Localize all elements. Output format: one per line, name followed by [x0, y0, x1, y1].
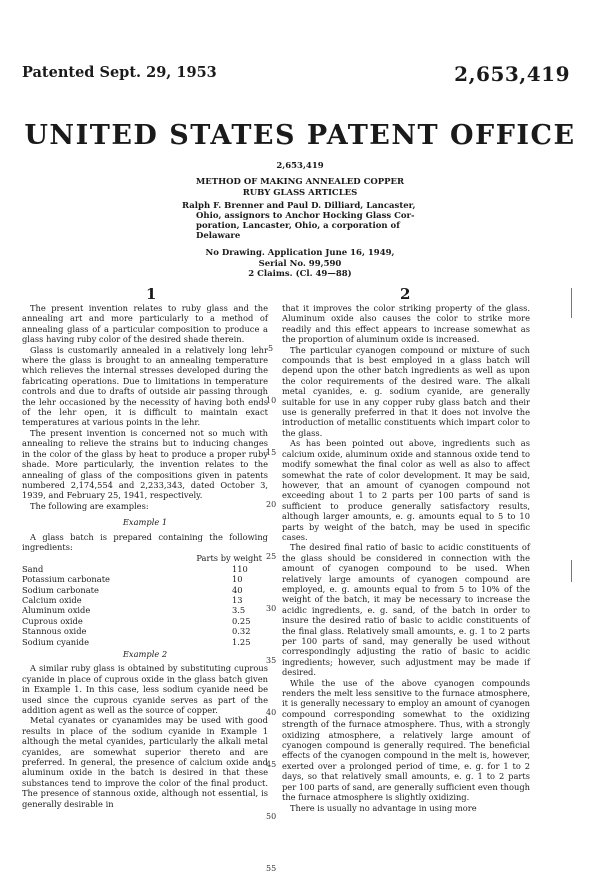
- ingredient-name: Potassium carbonate: [22, 574, 110, 585]
- ingredient-value: 1.25: [232, 636, 251, 647]
- table-row: [22, 564, 268, 574]
- patent-title-line1: METHOD OF MAKING ANNEALED COPPER: [195, 177, 405, 187]
- ingredient-name: Aluminum oxide: [22, 605, 91, 616]
- table-header: Parts by weight: [196, 553, 262, 564]
- table-row: [22, 626, 268, 636]
- column-2: [282, 303, 530, 813]
- ingredient-value: 10: [232, 574, 243, 585]
- ingredients-table: [22, 553, 268, 647]
- ingredient-name: Sodium cyanide: [22, 636, 89, 647]
- line-number: 15: [266, 448, 277, 457]
- line-number: 35: [266, 656, 277, 665]
- ingredient-name: Sand: [22, 563, 44, 574]
- paragraph: Metal cyanates or cyanamides may be used with good results in place of the sodium cyanide in Example 1 although the metal cyanides, particularly the alkali metal cyanides, are somewhat superior thereto and are preferred. In general, the presence of calcium oxide and aluminum oxide in the batch is desired in that these substances tend to improve the color of the final product. The presence of stannous oxide, although not essential, is generally desirable in: [22, 715, 268, 809]
- paragraph: The particular cyanogen compound or mixture of such compounds that is best employed in a glass batch will depend upon the other batch ingredients as well as upon the color requirements of the desired ware. The alkali metal cyanides, e. g. sodium cyanide, are generally suitable for use in any copper ruby glass batch and their use is generally preferred in that it does not involve the introduction of metallic constituents which impart color to the glass.: [282, 344, 530, 438]
- table-row: [22, 616, 268, 626]
- office-heading: UNITED STATES PATENT OFFICE: [24, 120, 576, 151]
- ingredient-name: Calcium oxide: [22, 594, 82, 605]
- column-1: [22, 303, 268, 809]
- paragraph: There is usually no advantage in using more: [290, 802, 477, 813]
- ingredient-value: 3.5: [232, 605, 246, 616]
- paragraph: The present invention relates to ruby glass and the annealing art and more particularly to a method of annealing glass of a particular composition to produce a glass having ruby color of the desired shade therein.: [22, 303, 268, 345]
- paragraph: A similar ruby glass is obtained by substituting cuprous cyanide in place of cuprous oxide in the glass batch given in Example 1. In this case, less sodium cyanide need be used since the cuprous cyanide serves as part of the addition agent as well as the source of copper.: [22, 663, 268, 716]
- ingredient-value: 0.32: [232, 626, 251, 637]
- example-heading: Example 1: [122, 517, 168, 528]
- ingredient-value: 40: [232, 584, 243, 595]
- line-number: 30: [266, 604, 277, 613]
- paragraph: The present invention is concerned not so much with annealing to relieve the strains but to inducing changes in the color of the glass by heat to produce a proper ruby shade. More particularly, the invention relates to the annealing of glass of the compositions given in patents numbered 2,174,554 and 2,233,343, dated October 3, 1939, and February 25, 1941, respectively.: [22, 427, 268, 501]
- inventors-block: [182, 201, 422, 241]
- inventors-line: poration, Lancaster, Ohio, a corporation of: [196, 221, 400, 231]
- paragraph: that it improves the color striking property of the glass. Aluminum oxide also causes the color to strike more readily and this effect appears to increase somewhat as the proportion of aluminum oxide is increased.: [282, 303, 530, 345]
- paragraph: A glass batch is prepared containing the following ingredients:: [22, 531, 268, 552]
- ingredient-value: 13: [232, 594, 243, 605]
- inventors-line: Ralph F. Brenner and Paul D. Dilliard, Lancaster,: [182, 201, 416, 211]
- patent-date: Patented Sept. 29, 1953: [22, 64, 217, 81]
- table-row: [22, 605, 268, 615]
- line-number: 20: [266, 500, 277, 509]
- line-number: 5: [268, 344, 274, 353]
- line-number: 45: [266, 760, 277, 769]
- application-info: [0, 248, 600, 269]
- paragraph: As has been pointed out above, ingredients such as calcium oxide, aluminum oxide and stannous oxide tend to modify somewhat the final color as well as also to affect somewhat the rate of color development. It may be said, however, that an amount of cyanogen compound not exceeding about 1 to 2 parts per 100 parts of sand is sufficient to produce generally satisfactory results, although larger amounts, e. g. amounts equal to 5 to 10 parts by weight of the batch, may be used in specific cases.: [282, 438, 530, 542]
- application-line1: No Drawing. Application June 16, 1949,: [205, 248, 395, 258]
- line-number: 50: [266, 812, 277, 821]
- ingredient-value: 110: [232, 563, 248, 574]
- line-number: 55: [266, 864, 277, 873]
- ingredient-name: Cuprous oxide: [22, 615, 83, 626]
- claims-line: 2 Claims. (Cl. 49—88): [248, 269, 352, 279]
- paragraph: The following are examples:: [30, 500, 149, 511]
- table-row: [22, 574, 268, 584]
- line-number: 10: [266, 396, 277, 405]
- table-row: [22, 637, 268, 647]
- paragraph: Glass is customarily annealed in a relatively long lehr where the glass is brought to an annealing temperature which relieves the internal stresses developed during the fabricating operations. Due to limitations in temperature controls and due to drafts of outside air passing through the lehr occasioned by the necessity of having both ends of the lehr open, it is difficult to maintain exact temperatures at various points in the lehr.: [22, 344, 268, 428]
- patent-title-line2: RUBY GLASS ARTICLES: [242, 187, 358, 198]
- line-number: 25: [266, 552, 277, 561]
- paragraph: The desired final ratio of basic to acidic constituents of the glass should be considered in connection with the amount of cyanogen compound to be used. When relatively large amounts of cyanogen compound are employed, e. g. amounts equal to from 5 to 10% of the weight of the batch, it may be necessary to increase the acidic ingredients, e. g. sand, of the batch in order to insure the desired ratio of basic to acidic constituents of the final glass. Relatively small amounts, e. g. 1 to 2 parts per 100 parts of sand, may generally be used without correspondingly adjusting the ratio of basic to acidic ingredients; however, such adjustment may be made if desired.: [282, 542, 530, 678]
- column-number-2: 2: [400, 285, 411, 303]
- column-number-1: 1: [146, 285, 157, 303]
- inventors-line: Ohio, assignors to Anchor Hocking Glass Cor-: [196, 211, 415, 221]
- line-number: 40: [266, 708, 277, 717]
- table-row: [22, 585, 268, 595]
- example-heading: Example 2: [122, 649, 168, 659]
- inventors-line: Delaware: [196, 231, 241, 241]
- patent-number: 2,653,419: [454, 62, 570, 86]
- application-line2: Serial No. 99,590: [258, 258, 342, 269]
- ingredient-name: Stannous oxide: [22, 626, 87, 637]
- table-row: [22, 595, 268, 605]
- ingredient-name: Sodium carbonate: [22, 584, 99, 595]
- patent-number-small: 2,653,419: [276, 161, 324, 171]
- scan-mark: [571, 560, 572, 582]
- paragraph: While the use of the above cyanogen compounds renders the melt less sensitive to the furnace atmosphere, it is generally necessary to employ an amount of cyanogen compound corresponding somewhat to the oxidizing strength of the furnace atmosphere. Thus, with a strongly oxidizing atmosphere, a relatively large amount of cyanogen compound is generally required. The beneficial effects of the cyanogen compound in the melt is, however, exerted over a prolonged period of time, e. g. for 1 to 2 days, so that relatively small amounts, e. g. 1 to 2 parts per 100 parts of sand, are generally sufficient even though the furnace atmosphere is slightly oxidizing.: [282, 677, 530, 803]
- ingredient-value: 0.25: [232, 615, 251, 626]
- patent-title: [0, 177, 600, 198]
- scan-mark: [571, 288, 572, 318]
